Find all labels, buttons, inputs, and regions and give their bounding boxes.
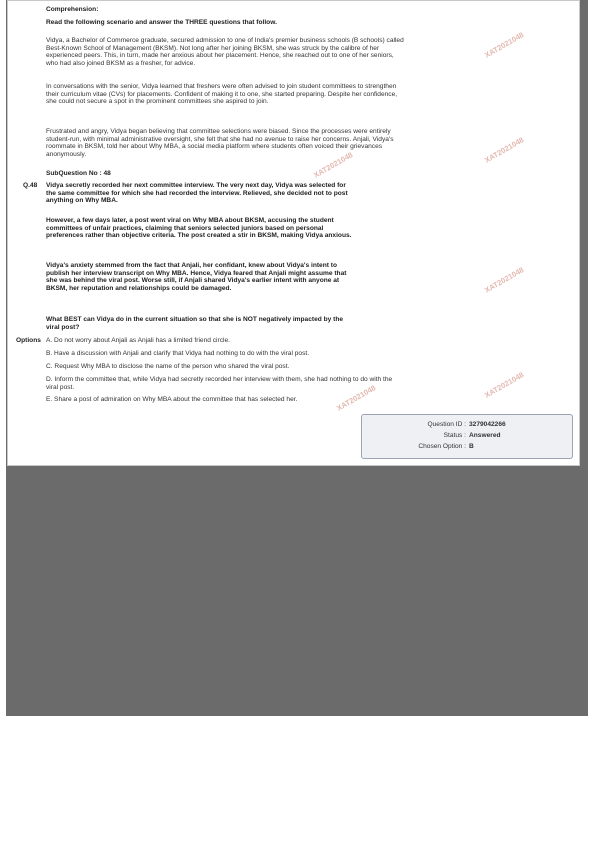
chosen-option-value: B xyxy=(469,443,474,450)
watermark: XAT2021048 xyxy=(483,265,526,295)
option-e[interactable]: E. Share a post of admiration on Why MBA about the committee that has selected her. xyxy=(46,396,298,403)
option-b[interactable]: B. Have a discussion with Anjali and clarify that Vidya had nothing to do with the viral post. xyxy=(46,350,310,357)
question-prompt: What BEST can Vidya do in the current situation so that she is NOT negatively impacted by the viral post? xyxy=(46,316,344,331)
instruction-text: Read the following scenario and answer the THREE questions that follow. xyxy=(46,19,277,26)
watermark: XAT2021048 xyxy=(483,370,526,400)
passage-paragraph-1: Vidya, a Bachelor of Commerce graduate, secured admission to one of India's premier business schools (B schools) called Best-Known School of Management (BKSM). Not long after her joining BKSM, she was struck by the calibre of her experienced peers. This, in turn, made her anxious about her placement. Hence, she reached out to one of her seniors, who had also joined BKSM as a fresher, for advice. xyxy=(46,37,404,68)
question-id-label: Question ID : xyxy=(427,421,466,428)
watermark: XAT2021048 xyxy=(483,135,526,165)
question-paragraph-1: Vidya secretly recorded her next committee interview. The very next day, Vidya was selected for the same committee for which she had recorded the interview. Relieved, she decided not to post anything on Why MBA. xyxy=(46,182,348,205)
options-label: Options xyxy=(16,337,41,344)
question-id-value: 3279042266 xyxy=(469,421,506,428)
comprehension-heading: Comprehension: xyxy=(46,6,99,13)
watermark: XAT2021048 xyxy=(335,383,378,413)
question-paragraph-2: However, a few days later, a post went viral on Why MBA about BKSM, accusing the student committees of unfair practices, claiming that seniors selected juniors based on personal preferences rather than objective criteria. The post created a stir in BKSM, making Vidya anxious. xyxy=(46,217,352,240)
question-paragraph-3: Vidya's anxiety stemmed from the fact that Anjali, her confidant, knew about Vidya's intent to publish her interview transcript on Why MBA. Hence, Vidya feared that Anjali might assume that she was behind the viral post. Worse still, if Anjali shared Vidya's earlier intent with anyone at BKSM, her reputation and relationships could be damaged. xyxy=(46,262,347,293)
watermark: XAT2021048 xyxy=(312,150,355,180)
option-a[interactable]: A. Do not worry about Anjali as Anjali has a limited friend circle. xyxy=(46,337,230,344)
status-label: Status : xyxy=(443,432,466,439)
answer-status-panel xyxy=(361,414,573,459)
option-c[interactable]: C. Request Why MBA to disclose the name of the person who shared the viral post. xyxy=(46,363,290,370)
option-d[interactable]: D. Inform the committee that, while Vidya had secretly recorded her interview with them, she had nothing to do with the viral post. xyxy=(46,376,393,391)
status-value: Answered xyxy=(469,432,501,439)
chosen-option-label: Chosen Option : xyxy=(418,443,466,450)
passage-paragraph-3: Frustrated and angry, Vidya began believing that committee selections were biased. Since the processes were entirely student-run, with minimal administrative oversight, she felt that she had no avenue to raise her concerns. Anjali, Vidya's roommate in BKSM, told her about Why MBA, a social media platform where students often voiced their grievances anonymously. xyxy=(46,128,394,159)
question-number: Q.48 xyxy=(23,182,38,189)
passage-paragraph-2: In conversations with the senior, Vidya learned that freshers were often advised to join student committees to strengthen their curriculum vitae (CVs) for placements. Confident of making it to one, she started preparing. Despite her confidence, she could not secure a spot in the prominent committees she aspired to join. xyxy=(46,83,398,106)
watermark: XAT2021048 xyxy=(483,30,526,60)
subquestion-label: SubQuestion No : 48 xyxy=(46,170,111,177)
